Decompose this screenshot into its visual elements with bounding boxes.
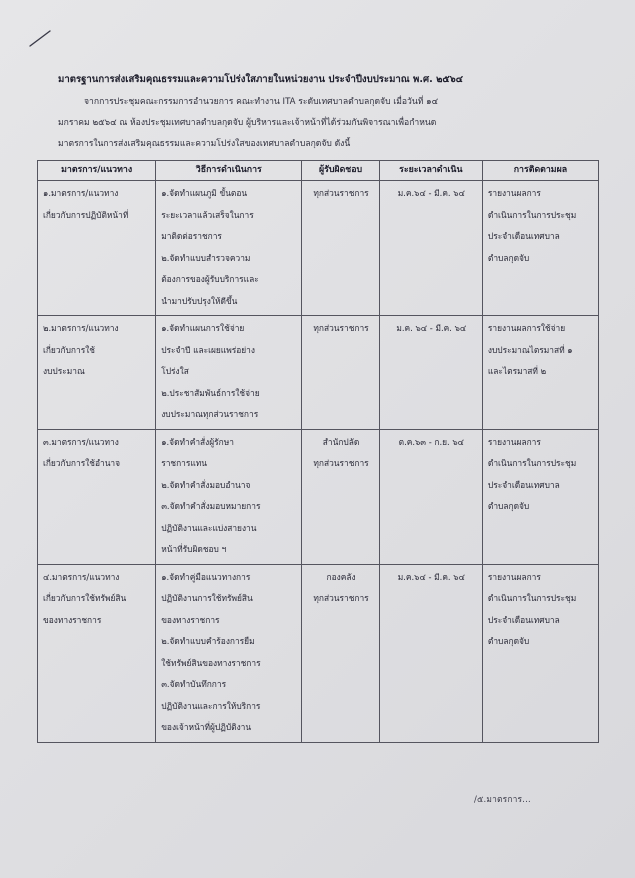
method-line: ต้องการของผู้รับบริการและ — [161, 274, 259, 284]
responsible-line: ทุกส่วนราชการ — [313, 323, 369, 333]
followup-line: ประจำเดือนเทศบาล — [487, 479, 560, 490]
method-line: ประจำปี และเผยแพร่อย่าง — [161, 344, 255, 355]
continuation-note: /๕.มาตรการ... — [474, 794, 531, 804]
period-cell: ม.ค. ๖๔ - มี.ค. ๖๔ — [379, 316, 482, 430]
followup-line: และไตรมาสที่ ๒ — [487, 366, 547, 376]
header-followup: การติดตามผล — [482, 161, 598, 181]
measure-line: ๑.มาตรการ/แนวทาง — [43, 188, 119, 198]
followup-line: รายงานผลการ — [487, 436, 541, 447]
followup-line: ประจำเดือนเทศบาล — [487, 231, 560, 241]
followup-line: ตำบลกุดจับ — [487, 636, 530, 646]
period-cell: ม.ค.๖๔ - มี.ค. ๖๔ — [379, 181, 482, 316]
measure-line: ๒.มาตรการ/แนวทาง — [43, 323, 119, 333]
intro-line: มกราคม ๒๕๖๔ ณ ห้องประชุมเทศบาลตำบลกุดจับ ผู้บริหารและเจ้าหน้าที่ได้ร่วมกันพิจารณาเพื่อกำหนด — [58, 118, 437, 128]
followup-cell — [482, 316, 598, 430]
intro-line: มาตรการในการส่งเสริมคุณธรรมและความโปร่งใสของเทศบาลตำบลกุดจับ ดังนี้ — [58, 139, 351, 149]
measure-cell — [38, 429, 156, 564]
document-title: มาตรฐานการส่งเสริมคุณธรรมและความโปร่งใสภายในหน่วยงาน ประจำปีงบประมาณ พ.ศ. ๒๕๖๔ — [58, 74, 464, 85]
intro-line: จากการประชุมคณะกรรมการอำนวยการ คณะทำงาน ITA ระดับเทศบาลตำบลกุดจับ เมื่อวันที่ ๑๔ — [84, 97, 439, 107]
method-line: ๒.จัดทำแบบสำรวจความ — [161, 252, 251, 263]
followup-line: ดำเนินการในการประชุม — [487, 209, 577, 220]
table-row — [38, 316, 599, 430]
table-header-row — [38, 161, 599, 181]
method-cell — [156, 564, 302, 742]
table-row — [38, 429, 599, 564]
pen-stroke-mark — [28, 28, 52, 48]
method-line: ๓.จัดทำคำสั่งมอบหมายการ — [161, 501, 261, 511]
followup-line: ตำบลกุดจับ — [487, 501, 530, 511]
responsible-line: ทุกส่วนราชการ — [313, 188, 369, 198]
header-responsible: ผู้รับผิดชอบ — [302, 161, 379, 181]
responsible-cell — [302, 181, 379, 316]
method-cell — [156, 316, 302, 430]
measure-line: เกี่ยวกับการใช้ทรัพย์สิน — [43, 593, 127, 603]
method-line: ๑.จัดทำแผนภูมิ ขั้นตอน — [161, 188, 248, 198]
method-line: ๑.จัดทำคำสั่งผู้รักษา — [161, 436, 234, 447]
responsible-line: ทุกส่วนราชการ — [313, 458, 369, 468]
followup-line: รายงานผลการใช้จ่าย — [487, 323, 566, 333]
responsible-cell — [302, 429, 379, 564]
followup-line: ดำเนินการในการประชุม — [487, 593, 577, 603]
followup-cell — [482, 564, 598, 742]
followup-line: ประจำเดือนเทศบาล — [487, 614, 560, 625]
responsible-line: สำนักปลัด — [322, 436, 360, 447]
table-row — [38, 181, 599, 316]
measure-line: ๔.มาตรการ/แนวทาง — [43, 571, 120, 582]
method-line: ๓.จัดทำบันทึกการ — [161, 679, 227, 689]
method-line: ของทางราชการ — [161, 614, 220, 625]
followup-cell — [482, 181, 598, 316]
method-line: นำมาปรับปรุงให้ดีขึ้น — [161, 295, 238, 306]
responsible-cell — [302, 316, 379, 430]
header-measure: มาตรการ/แนวทาง — [38, 161, 156, 181]
header-method: วิธีการดำเนินการ — [156, 161, 302, 181]
method-line: ปฏิบัติงานการใช้ทรัพย์สิน — [161, 593, 253, 603]
measure-cell — [38, 316, 156, 430]
method-line: ใช้ทรัพย์สินของทางราชการ — [161, 657, 261, 668]
method-line: ๒.จัดทำคำสั่งมอบอำนาจ — [161, 479, 251, 490]
measure-line: เกี่ยวกับการปฏิบัติหน้าที่ — [43, 209, 129, 220]
method-line: ราชการแทน — [161, 458, 208, 468]
method-line: มาติดต่อราชการ — [161, 231, 222, 241]
method-line: ๑.จัดทำคู่มือแนวทางการ — [161, 571, 251, 582]
responsible-line: กองคลัง — [326, 571, 356, 582]
intro-paragraph — [58, 92, 606, 155]
method-line: โปร่งใส — [161, 366, 189, 376]
followup-cell — [482, 429, 598, 564]
followup-line: รายงานผลการ — [487, 571, 541, 582]
measure-line: เกี่ยวกับการใช้ — [43, 344, 95, 355]
method-line: ๒.จัดทำแบบคำร้องการยืม — [161, 636, 255, 646]
measure-line: ของทางราชการ — [43, 614, 102, 625]
header-period: ระยะเวลาดำเนิน — [379, 161, 482, 181]
method-line: งบประมาณทุกส่วนราชการ — [161, 409, 259, 419]
table-row — [38, 564, 599, 742]
followup-line: รายงานผลการ — [487, 188, 541, 198]
period-cell: ม.ค.๖๔ - มี.ค. ๖๔ — [379, 564, 482, 742]
method-cell — [156, 429, 302, 564]
measure-line: งบประมาณ — [43, 366, 85, 376]
responsible-line: ทุกส่วนราชการ — [313, 593, 369, 603]
responsible-cell — [302, 564, 379, 742]
period-cell: ต.ค.๖๓ - ก.ย. ๖๔ — [379, 429, 482, 564]
method-line: ระยะเวลาแล้วเสร็จในการ — [161, 209, 254, 220]
method-cell — [156, 181, 302, 316]
measure-cell — [38, 564, 156, 742]
method-line: ปฏิบัติงานและการให้บริการ — [161, 700, 261, 711]
followup-line: ดำเนินการในการประชุม — [487, 458, 577, 468]
measure-line: ๓.มาตรการ/แนวทาง — [43, 436, 119, 447]
method-line: ปฏิบัติงานและแบ่งสายงาน — [161, 522, 257, 533]
method-line: หน้าที่รับผิดชอบ ฯ — [161, 544, 227, 554]
method-line: ๑.จัดทำแผนการใช้จ่าย — [161, 323, 245, 333]
followup-line: ตำบลกุดจับ — [487, 252, 530, 263]
measure-line: เกี่ยวกับการใช้อำนาจ — [43, 458, 121, 468]
followup-line: งบประมาณไตรมาสที่ ๑ — [487, 344, 573, 355]
measures-table — [37, 160, 599, 743]
method-line: ๒.ประชาสัมพันธ์การใช้จ่าย — [161, 387, 260, 398]
method-line: ของเจ้าหน้าที่ผู้ปฏิบัติงาน — [161, 722, 252, 732]
measure-cell — [38, 181, 156, 316]
